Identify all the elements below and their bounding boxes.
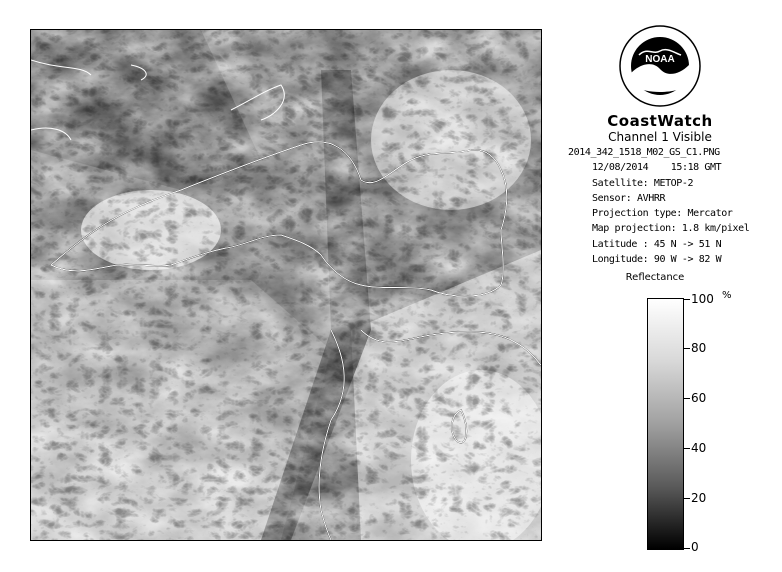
date-text: 12/08/2014 <box>592 162 649 174</box>
date-time-row <box>568 160 778 175</box>
colorbar-tick <box>684 548 690 549</box>
satellite-image <box>30 29 542 541</box>
colorbar-tick-label: 40 <box>691 441 707 455</box>
satellite-text: Satellite: METOP-2 <box>592 177 694 189</box>
colorbar-tick <box>684 448 690 449</box>
latitude-text: Latitude : 45 N -> 51 N <box>592 238 722 250</box>
noaa-logo <box>619 25 701 107</box>
colorbar-tick-label: 60 <box>691 391 707 405</box>
colorbar-tick-label: 0 <box>691 540 699 554</box>
projection-type-text: Projection type: Mercator <box>592 208 733 220</box>
satellite-image-svg <box>31 30 541 540</box>
colorbar-tick <box>684 498 690 499</box>
sensor-text: Sensor: AVHRR <box>592 192 666 204</box>
longitude-text: Longitude: 90 W -> 82 W <box>592 254 722 266</box>
map-projection-text: Map projection: 1.8 km/pixel <box>592 223 750 235</box>
noaa-logo-text: NOAA <box>645 54 675 65</box>
channel-label: Channel 1 Visible <box>608 130 712 144</box>
time-text: 15:18 GMT <box>670 162 722 174</box>
product-title: CoastWatch <box>607 112 713 130</box>
colorbar-label: Reflectance <box>625 272 685 283</box>
colorbar-unit: % <box>722 290 732 301</box>
noaa-logo-svg <box>619 25 701 107</box>
colorbar-tick-label: 80 <box>691 341 707 355</box>
colorbar-tick-label: 20 <box>691 491 707 505</box>
colorbar-tick-label: 100 <box>691 292 714 306</box>
metadata-panel <box>568 145 778 267</box>
colorbar-tick <box>684 299 690 300</box>
filename-text: 2014_342_1518_M02_GS_C1.PNG <box>568 147 720 158</box>
colorbar-tick <box>684 398 690 399</box>
colorbar-tick <box>684 348 690 349</box>
reflectance-colorbar <box>647 298 684 550</box>
